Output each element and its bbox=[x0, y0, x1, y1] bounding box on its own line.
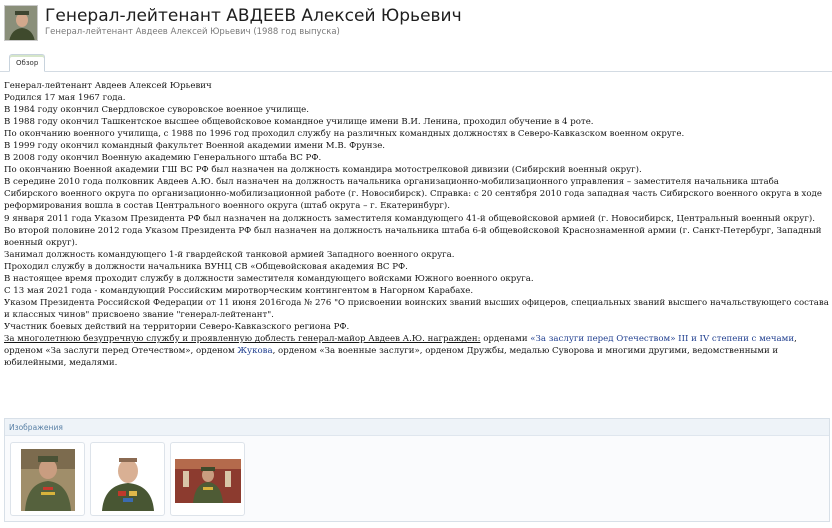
image-thumbnail[interactable] bbox=[10, 442, 85, 516]
thumbnail-portrait-image bbox=[21, 449, 75, 511]
bio-line: В 1988 году окончил Ташкентское высшее общевойсковое командное училище имени В.И. Ленина, проходил обучение в 4 роте. bbox=[4, 117, 594, 128]
bio-line: Указом Президента Российской Федерации от 11 июня 2016года № 276 "О присвоении воинских званий высших офицеров, специальных званий высшего начальствующего состава и классных чинов" присвоено звание "генерал-лейтенант". bbox=[4, 297, 829, 320]
image-thumbnail[interactable] bbox=[170, 442, 245, 516]
bio-line: В 1984 году окончил Свердловское суворовское военное училище. bbox=[4, 105, 309, 116]
avatar-portrait-image bbox=[5, 6, 38, 41]
awards-intro: За многолетнюю безупречную службу и проявленную доблесть генерал-майор Авдеев А.Ю. награжден: bbox=[4, 333, 481, 344]
awards-text: орденами bbox=[480, 333, 531, 344]
awards-text: , орденом «За военные заслуги», орденом Дружбы, медалью Суворова и многими другими, ведомственными и юбилейными, медалями. bbox=[4, 346, 779, 369]
bio-line: Генерал-лейтенант Авдеев Алексей Юрьевич bbox=[4, 81, 212, 91]
page-header bbox=[0, 0, 832, 44]
award-link-zhukov-order[interactable]: Жукова bbox=[237, 346, 273, 357]
bio-line: Проходил службу в должности начальника ВУНЦ СВ «Общевойсковая академия ВС РФ. bbox=[4, 261, 408, 272]
overview-panel bbox=[0, 72, 832, 416]
thumbnail-portrait-image bbox=[175, 459, 241, 503]
bio-line: В настоящее время проходит службу в должности заместителя командующего войсками Южного военного округа. bbox=[4, 273, 534, 284]
bio-line: В 1999 году окончил командный факультет Военной академии имени М.В. Фрунзе. bbox=[4, 141, 386, 152]
bio-line: По окончанию военного училища, с 1988 по 1996 год проходил службу на различных командных должностях в Северо-Кавказском военном округе. bbox=[4, 129, 685, 140]
page-subtitle: Генерал-лейтенант Авдеев Алексей Юрьевич (1988 год выпуска) bbox=[45, 27, 340, 37]
award-link-merit-order[interactable]: «За заслуги перед Отечеством» III и IV степени с мечами bbox=[530, 333, 795, 344]
bio-line: Участник боевых действий на территории Северо-Кавказского региона РФ. bbox=[4, 321, 350, 332]
bio-line: Родился 17 мая 1967 года. bbox=[4, 93, 126, 104]
bio-line: С 13 мая 2021 года - командующий Российским миротворческим контингентом в Нагорном Карабахе. bbox=[4, 285, 474, 296]
bio-line: Во второй половине 2012 года Указом Президента РФ был назначен на должность начальника штаба 6-й общевойсковой Краснознаменной армии (г. Санкт-Петербург, Западный военный округ). bbox=[4, 225, 822, 248]
images-section bbox=[4, 418, 830, 522]
awards-text: , орденом «За заслуги перед Отечеством», орденом bbox=[4, 333, 797, 357]
thumbnail-portrait-image bbox=[99, 449, 157, 511]
bio-line: В 2008 году окончил Военную академию Генерального штаба ВС РФ. bbox=[4, 153, 322, 164]
tab-bar bbox=[0, 50, 832, 72]
bio-line: 9 января 2011 года Указом Президента РФ был назначен на должность заместителя командующего 41-й общевойсковой армией (г. Новосибирск, Центральный военный округ). bbox=[4, 213, 815, 224]
bio-line: В середине 2010 года полковник Авдеев А.Ю. был назначен на должность начальника организационно-мобилизационного управления – заместителя начальника штаба Сибирского военного округа по организационно-мобилизационной работе (г. Новосибирск). Справка: с 20 сентября 2010 года западная часть Сибирского военного округа в ходе реформирования вошла в состав Центрального военного округа (штаб округа – г. Екатеринбург). bbox=[4, 177, 822, 212]
tab-overview[interactable]: Обзор bbox=[9, 54, 45, 72]
awards-paragraph bbox=[4, 333, 830, 369]
bio-line: Занимал должность командующего 1-й гвардейской танковой армией Западного военного округа. bbox=[4, 249, 455, 260]
images-heading: Изображения bbox=[5, 419, 829, 436]
bio-line: По окончанию Военной академии ГШ ВС РФ был назначен на должность командира мотострелковой дивизии (Сибирский военный округ). bbox=[4, 165, 642, 176]
page-title: Генерал-лейтенант АВДЕЕВ Алексей Юрьевич bbox=[45, 6, 462, 26]
avatar[interactable] bbox=[4, 5, 38, 41]
biography-text bbox=[4, 80, 830, 369]
image-thumbnail[interactable] bbox=[90, 442, 165, 516]
